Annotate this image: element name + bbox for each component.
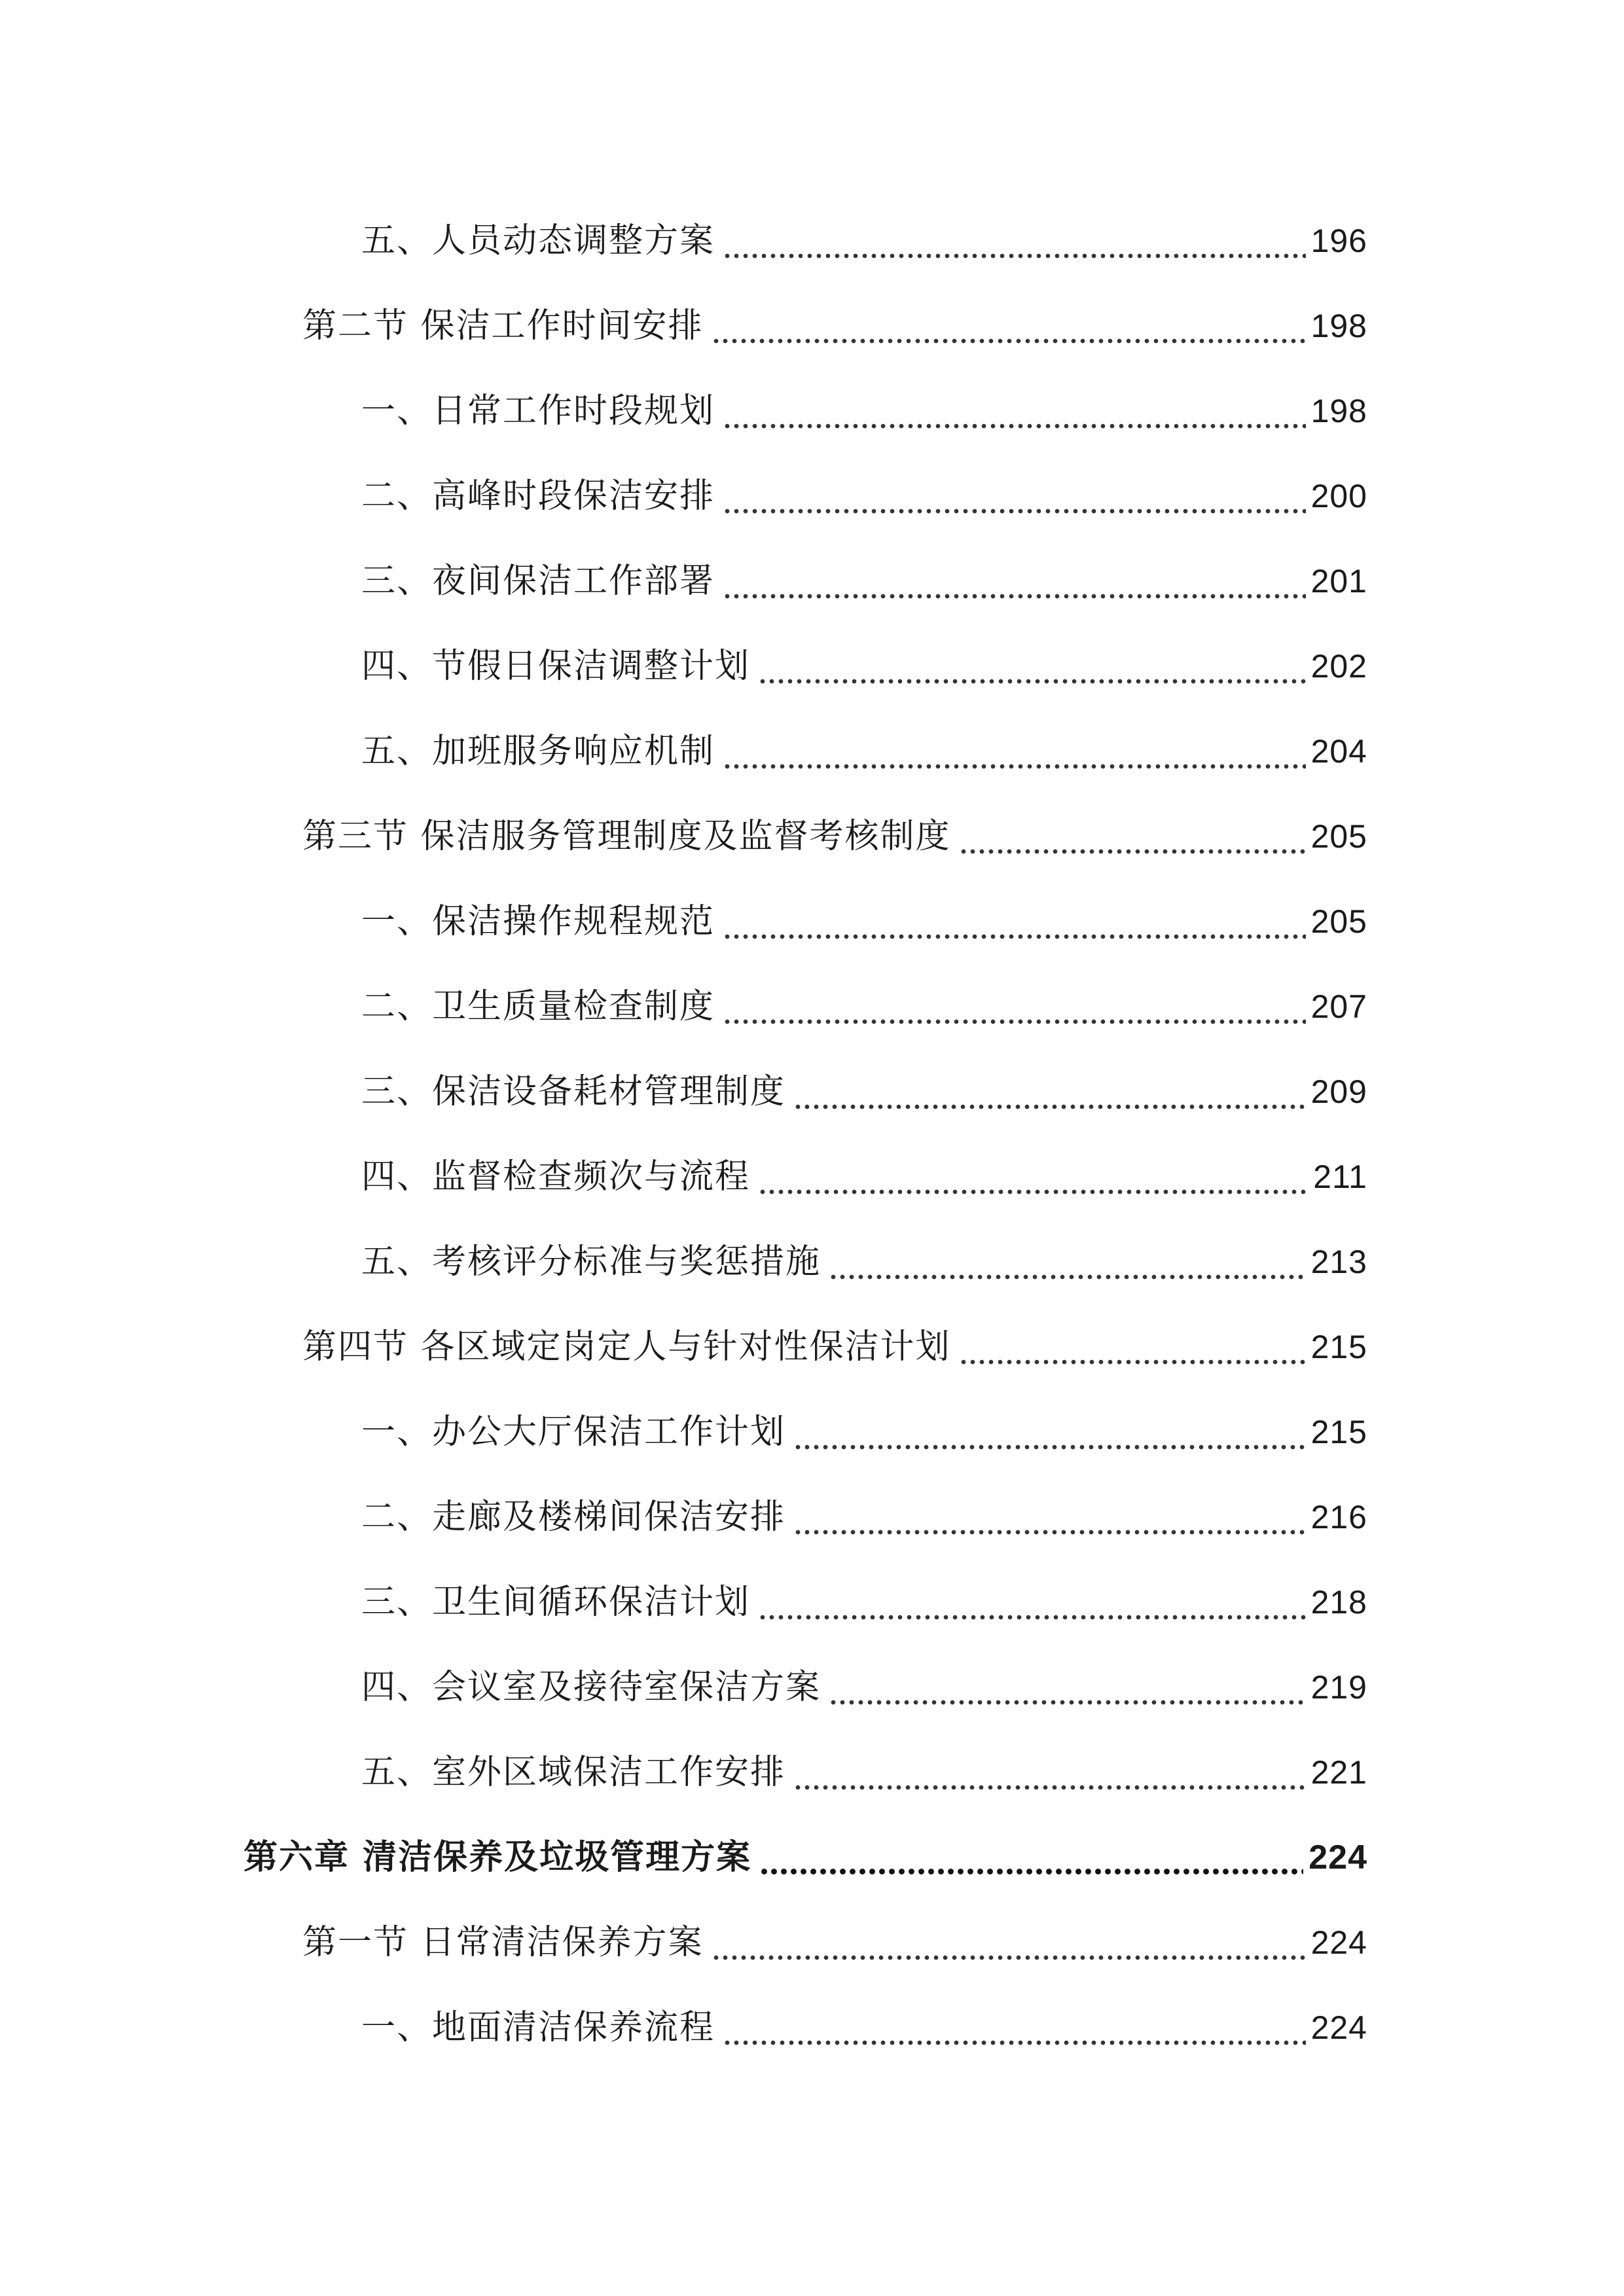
toc-entry[interactable]	[361, 1740, 1367, 1805]
toc-entry[interactable]	[361, 974, 1367, 1039]
dot-leader	[959, 804, 1306, 869]
toc-page-number: 204	[1310, 733, 1367, 770]
toc-entry-title: 一、地面清洁保养流程	[361, 2008, 715, 2047]
toc-entry-title: 三、卫生间循环保洁计划	[361, 1583, 751, 1622]
toc-entry-title: 四、监督检查频次与流程	[361, 1157, 751, 1196]
toc-entry-title: 二、卫生质量检查制度	[361, 987, 715, 1026]
dot-leader	[829, 1229, 1306, 1295]
toc-entry[interactable]	[361, 1059, 1367, 1124]
toc-entry-title: 三、保洁设备耗材管理制度	[361, 1072, 786, 1111]
toc-entry-title: 五、考核评分标准与奖惩措施	[361, 1242, 821, 1282]
toc-entry[interactable]	[361, 1484, 1367, 1550]
toc-entry[interactable]	[302, 1910, 1367, 1975]
toc-entry-title: 第二节 保洁工作时间安排	[302, 306, 704, 346]
toc-page-number: 209	[1310, 1073, 1367, 1110]
toc-entry-title: 五、人员动态调整方案	[361, 221, 715, 260]
toc-page-number: 205	[1310, 818, 1367, 855]
dot-leader	[759, 1825, 1303, 1890]
dot-leader	[793, 1484, 1306, 1550]
toc-entry-title: 第三节 保洁服务管理制度及监督考核制度	[302, 817, 951, 856]
toc-entry-title: 一、保洁操作规程规范	[361, 902, 715, 941]
dot-leader	[793, 1740, 1306, 1805]
dot-leader	[712, 1910, 1306, 1975]
dot-leader	[723, 463, 1306, 529]
toc-entry[interactable]	[361, 719, 1367, 784]
toc-entry-title: 第六章 清洁保养及垃圾管理方案	[244, 1837, 752, 1877]
toc-page-number: 198	[1310, 308, 1367, 344]
toc-page-number: 215	[1310, 1414, 1367, 1450]
toc-page-number: 198	[1310, 393, 1367, 429]
toc-page-number: 224	[1308, 1839, 1367, 1876]
dot-leader	[723, 719, 1306, 784]
toc-entry[interactable]	[361, 463, 1367, 529]
toc-page-number: 202	[1310, 648, 1367, 685]
toc-page-number: 201	[1310, 563, 1367, 600]
toc-entry[interactable]	[361, 889, 1367, 954]
toc-entry[interactable]	[361, 634, 1367, 699]
toc-entry-title: 第一节 日常清洁保养方案	[302, 1923, 704, 1962]
toc-page-number: 200	[1310, 478, 1367, 514]
toc-page-number: 196	[1310, 223, 1367, 259]
toc-entry[interactable]	[361, 548, 1367, 614]
dot-leader	[712, 293, 1306, 359]
dot-leader	[793, 1399, 1306, 1465]
toc-entry[interactable]	[361, 208, 1367, 274]
dot-leader	[793, 1059, 1306, 1124]
dot-leader	[829, 1655, 1306, 1720]
toc-page-number: 215	[1310, 1329, 1367, 1365]
dot-leader	[723, 208, 1306, 274]
dot-leader	[758, 1570, 1306, 1635]
dot-leader	[723, 1995, 1306, 2060]
dot-leader	[723, 378, 1306, 444]
toc-page-number: 224	[1310, 1924, 1367, 1961]
dot-leader	[723, 889, 1306, 954]
toc-page-number: 221	[1310, 1754, 1367, 1791]
toc-entry-title: 二、高峰时段保洁安排	[361, 476, 715, 516]
toc-entry[interactable]	[302, 804, 1367, 869]
toc-entry[interactable]	[361, 1570, 1367, 1635]
toc-entry[interactable]	[361, 1144, 1367, 1210]
toc-entry-title: 五、室外区域保洁工作安排	[361, 1753, 786, 1792]
toc-entry[interactable]	[361, 378, 1367, 444]
toc-entry-title: 二、走廊及楼梯间保洁安排	[361, 1498, 786, 1537]
dot-leader	[758, 634, 1306, 699]
toc-page-number: 219	[1310, 1669, 1367, 1706]
toc-page-number: 213	[1310, 1244, 1367, 1280]
dot-leader	[723, 974, 1306, 1039]
dot-leader	[758, 1144, 1308, 1210]
toc-entry[interactable]	[361, 1995, 1367, 2060]
toc-entry[interactable]	[361, 1399, 1367, 1465]
toc-page-number: 207	[1310, 988, 1367, 1025]
toc-page-number: 211	[1313, 1158, 1367, 1195]
toc-entry[interactable]	[361, 1655, 1367, 1720]
toc-entry-title: 一、办公大厅保洁工作计划	[361, 1412, 786, 1452]
toc-page-number: 216	[1310, 1499, 1367, 1535]
toc-entry[interactable]	[302, 1314, 1367, 1380]
toc-entry-title: 一、日常工作时段规划	[361, 391, 715, 431]
dot-leader	[723, 548, 1306, 614]
toc-entry-title: 四、节假日保洁调整计划	[361, 647, 751, 686]
toc-page-number: 218	[1310, 1584, 1367, 1621]
toc-entry[interactable]	[361, 1229, 1367, 1295]
toc-entry-title: 三、夜间保洁工作部署	[361, 562, 715, 601]
toc-page-number: 205	[1310, 903, 1367, 940]
toc-entry[interactable]	[302, 293, 1367, 359]
toc-entry-title: 四、会议室及接待室保洁方案	[361, 1668, 821, 1707]
toc-entry-title: 五、加班服务响应机制	[361, 732, 715, 771]
toc-entry-title: 第四节 各区域定岗定人与针对性保洁计划	[302, 1327, 951, 1367]
toc-page-number: 224	[1310, 2009, 1367, 2046]
dot-leader	[959, 1314, 1306, 1380]
toc-entry-chapter[interactable]	[244, 1825, 1367, 1890]
